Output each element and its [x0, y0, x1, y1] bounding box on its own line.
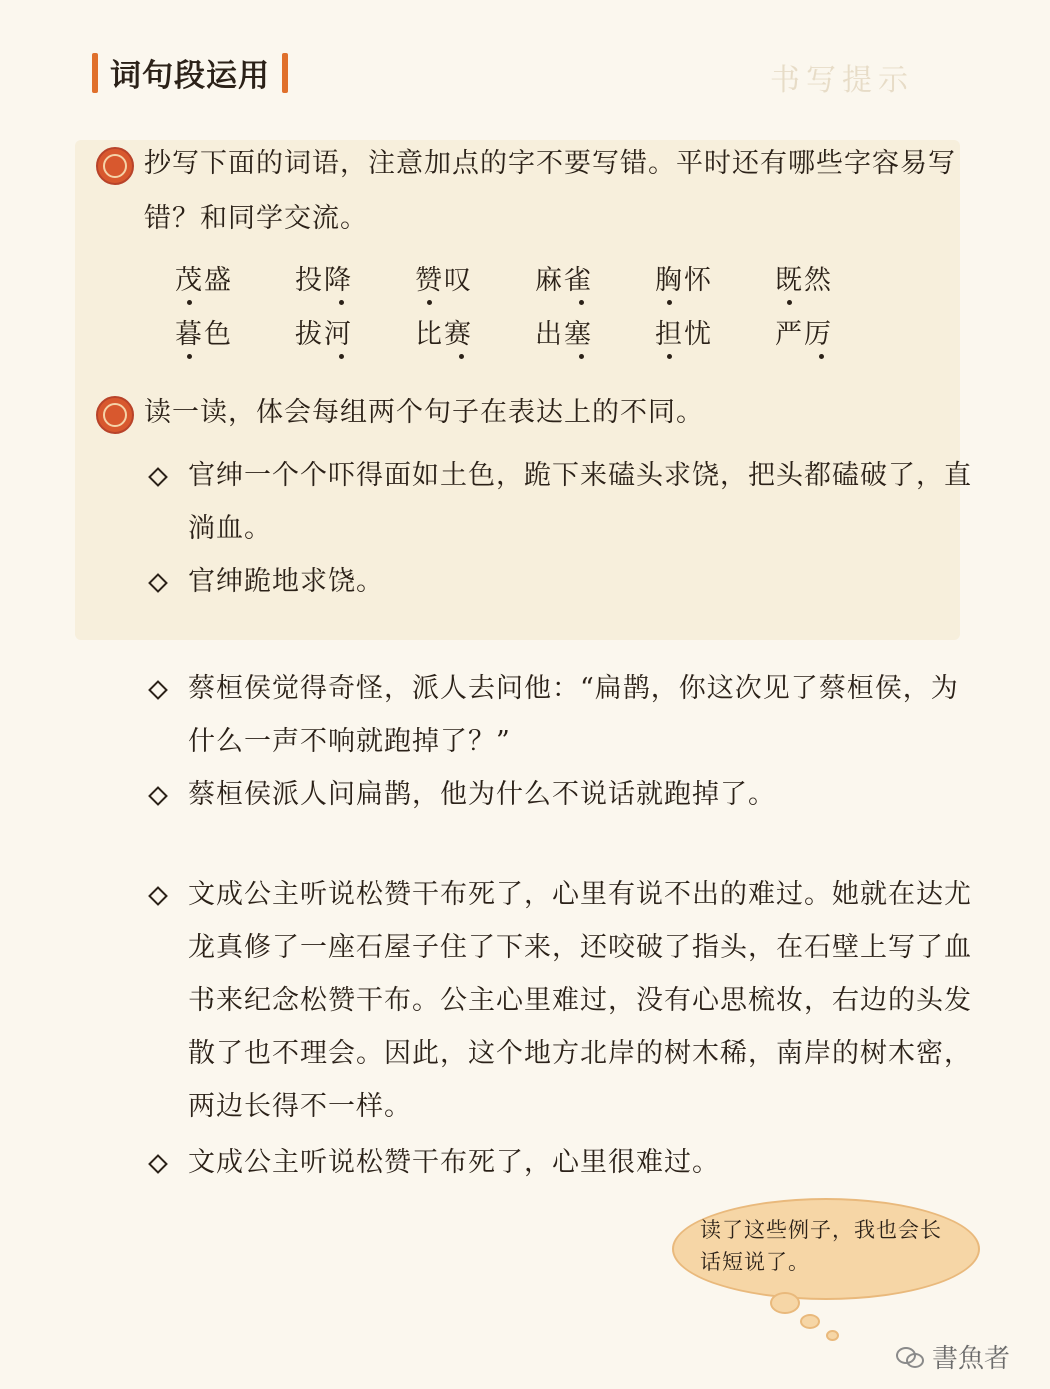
bubble-tail-dot	[770, 1292, 800, 1314]
emphasis-dot	[667, 354, 672, 359]
section-header	[92, 50, 288, 95]
header-left-bar	[92, 53, 98, 93]
bleed-through-text: 书写提示	[770, 63, 914, 98]
vocab-word: 投降	[295, 265, 353, 296]
vocab-word: 暮色	[175, 319, 233, 350]
bubble-tail-dot	[800, 1314, 820, 1329]
vocab-word: 比赛	[415, 319, 473, 350]
emphasis-dot	[787, 300, 792, 305]
wechat-icon	[896, 1345, 924, 1369]
emphasis-dot	[339, 354, 344, 359]
vocab-word: 出塞	[535, 319, 593, 350]
vocab-word: 严厉	[775, 319, 833, 350]
vocab-word: 赞叹	[415, 265, 473, 296]
vocab-word: 茂盛	[175, 265, 233, 296]
watermark-text: 書魚者	[931, 1344, 1010, 1374]
diamond-bullet-icon	[148, 786, 168, 806]
watermark	[896, 1338, 1010, 1375]
exercise-badge-icon	[96, 396, 134, 434]
emphasis-dot	[579, 300, 584, 305]
vocab-word: 担忧	[655, 319, 713, 350]
diamond-bullet-icon	[148, 1154, 168, 1174]
group2-sentence-long: 蔡桓侯觉得奇怪，派人去问他：“扁鹊，你这次见了蔡桓侯，为什么一声不响就跑掉了？”	[188, 673, 959, 757]
group3-sentence-short: 文成公主听说松赞干布死了，心里很难过。	[188, 1147, 720, 1178]
exercise-badge-icon	[96, 147, 134, 185]
bubble-tail-dot	[826, 1330, 839, 1341]
diamond-bullet-icon	[148, 680, 168, 700]
diamond-bullet-icon	[148, 886, 168, 906]
vocab-word: 胸怀	[655, 265, 713, 296]
vocab-word: 拔河	[295, 319, 353, 350]
emphasis-dot	[667, 300, 672, 305]
emphasis-dot	[819, 354, 824, 359]
bubble-text: 读了这些例子，我也会长话短说了。	[700, 1218, 942, 1274]
vocab-word: 既然	[775, 265, 833, 296]
exercise1-instruction: 抄写下面的词语，注意加点的字不要写错。平时还有哪些字容易写错？和同学交流。	[144, 148, 956, 234]
emphasis-dot	[579, 354, 584, 359]
exercise2-instruction: 读一读，体会每组两个句子在表达上的不同。	[144, 397, 704, 428]
group2-sentence-short: 蔡桓侯派人问扁鹊，他为什么不说话就跑掉了。	[188, 779, 776, 810]
header-right-bar	[282, 53, 288, 93]
emphasis-dot	[187, 300, 192, 305]
group1-sentence-short: 官绅跪地求饶。	[188, 566, 384, 597]
group3-sentence-long: 文成公主听说松赞干布死了，心里有说不出的难过。她就在达尤龙真修了一座石屋子住了下来，还咬破了指头，在石壁上写了血书来纪念松赞干布。公主心里难过，没有心思梳妆，右边的头发散了也不理会。因此，这个地方北岸的树木稀，南岸的树木密，两边长得不一样。	[188, 879, 972, 1122]
group1-sentence-long: 官绅一个个吓得面如土色，跪下来磕头求饶，把头都磕破了，直淌血。	[188, 460, 972, 544]
emphasis-dot	[427, 300, 432, 305]
vocab-word: 麻雀	[535, 265, 593, 296]
emphasis-dot	[459, 354, 464, 359]
emphasis-dot	[187, 354, 192, 359]
emphasis-dot	[339, 300, 344, 305]
section-title: 词句段运用	[110, 58, 270, 94]
